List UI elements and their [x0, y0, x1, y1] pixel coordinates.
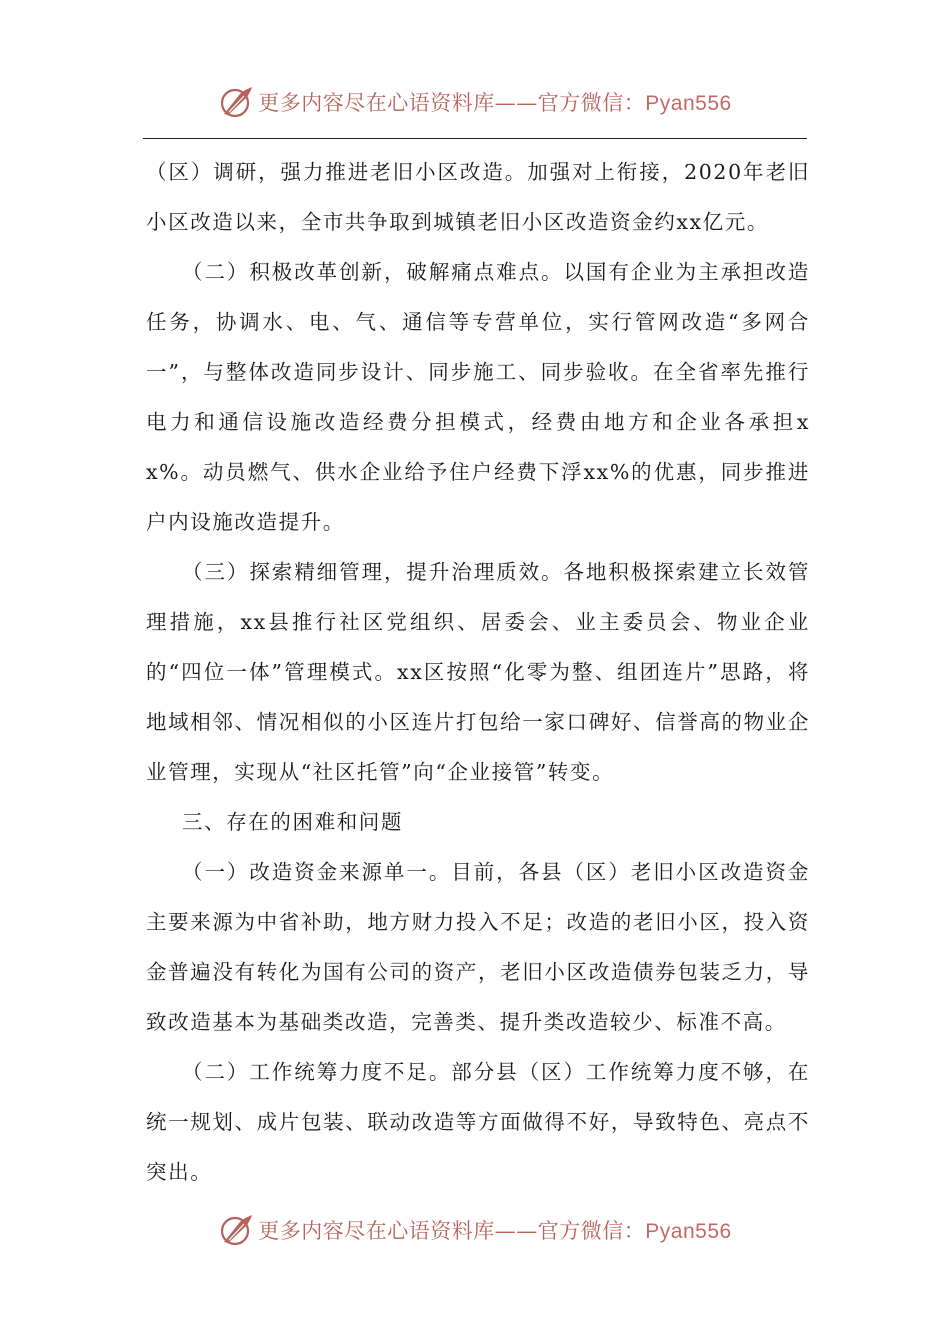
paragraph-funding-source: （一）改造资金来源单一。目前，各县（区）老旧小区改造资金主要来源为中省补助，地方财力投入不足；改造的老旧小区，投入资金普遍没有转化为国有公司的资产，老旧小区改造债券包装乏力，导致改造基本为基础类改造，完善类、提升类改造较少、标准不高。 — [146, 860, 810, 1034]
header-banner-text: 更多内容尽在心语资料库——官方微信：Pyan556 — [258, 91, 732, 115]
document-body — [146, 147, 810, 1197]
section-heading-problems: 三、存在的困难和问题 — [182, 810, 403, 834]
wechat-account: Pyan556 — [645, 1220, 732, 1243]
footer-banner-text: 更多内容尽在心语资料库——官方微信：Pyan556 — [258, 1219, 732, 1243]
paragraph-continuation: （区）调研，强力推进老旧小区改造。加强对上衔接，2020年老旧小区改造以来，全市共争取到城镇老旧小区改造资金约xx亿元。 — [146, 160, 810, 234]
footer-banner — [0, 1208, 950, 1252]
header-divider — [143, 138, 807, 139]
paragraph-fine-management: （三）探索精细管理，提升治理质效。各地积极探索建立长效管理措施，xx县推行社区党组织、居委会、业主委员会、物业企业的“四位一体”管理模式。xx区按照“化零为整、组团连片”思路，将地域相邻、情况相似的小区连片打包给一家口碑好、信誉高的物业企业管理，实现从“社区托管”向“企业接管”转变。 — [146, 560, 810, 784]
quill-logo-icon — [218, 1212, 254, 1248]
header-banner — [0, 80, 950, 124]
wechat-account: Pyan556 — [645, 92, 732, 115]
paragraph-reform-innovation: （二）积极改革创新，破解痛点难点。以国有企业为主承担改造任务，协调水、电、气、通信等专营单位，实行管网改造“多网合一”，与整体改造同步设计、同步施工、同步验收。在全省率先推行电力和通信设施改造经费分担模式，经费由地方和企业各承担xx%。动员燃气、供水企业给予住户经费下浮xx%的优惠，同步推进户内设施改造提升。 — [146, 260, 810, 534]
quill-logo-icon — [218, 84, 254, 120]
paragraph-coordination: （二）工作统筹力度不足。部分县（区）工作统筹力度不够，在统一规划、成片包装、联动改造等方面做得不好，导致特色、亮点不突出。 — [146, 1060, 810, 1184]
